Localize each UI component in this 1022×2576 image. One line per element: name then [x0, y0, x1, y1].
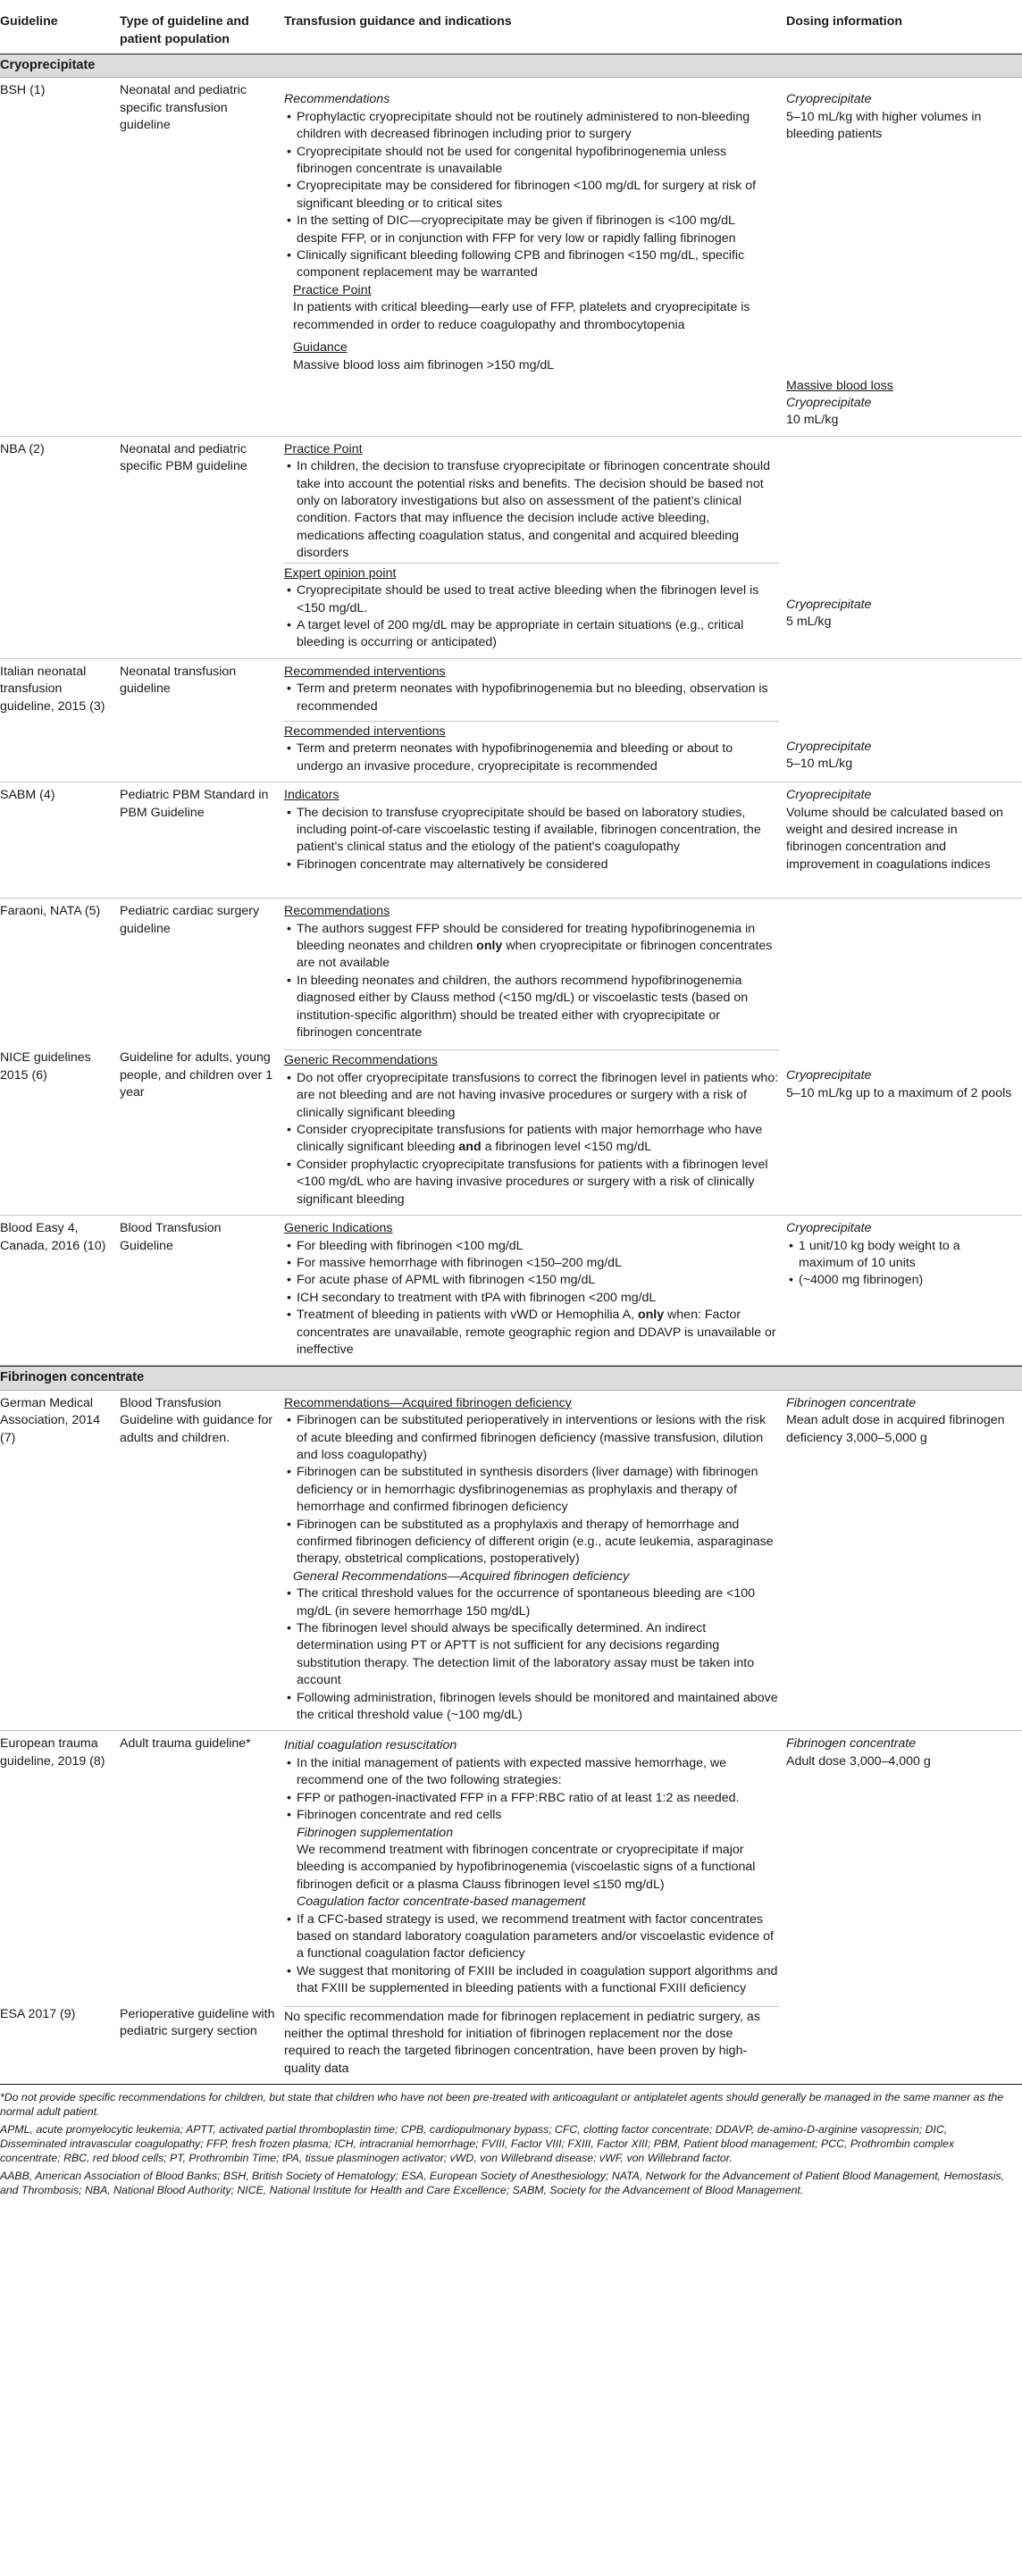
list-item: • Fibrinogen concentrate and red cells — [297, 1807, 779, 1824]
guidance-cell: No specific recommendation made for fibrinogen replacement in pediatric surgery, as neither the optimal threshold for initiation of fibrinogen replacement nor the dose required to reach the targeted fibrinogen concentration, have been proven by high-quality data — [284, 2006, 779, 2078]
guideline-type: Pediatric cardiac surgery guideline — [120, 904, 260, 936]
list-item: • If a CFC-based strategy is used, we recommend treatment with factor concentrates based on standard laboratory coagulation parameters and/or viscoelastic evidence of a functional coagulation factor deficiency — [297, 1911, 779, 1963]
list-item: • 1 unit/10 kg body weight to a maximum of 10 units — [799, 1238, 1015, 1273]
dose-subtitle: Cryoprecipitate — [786, 396, 872, 411]
dose-value: 5–10 mL/kg with higher volumes in bleeding patients — [786, 109, 982, 142]
dosing-cell — [786, 787, 1015, 891]
table-row-european — [0, 1731, 1022, 2003]
guideline-type: Neonatal transfusion guideline — [120, 664, 237, 697]
guideline-type: Adult trauma guideline* — [120, 1736, 251, 1752]
guideline-name: European trauma guideline, 2019 (8) — [0, 1736, 105, 1769]
guideline-name: BSH (1) — [0, 83, 46, 98]
list-item: • The critical threshold values for the occurrence of spontaneous bleeding are <100 mg/dL (in severe hemorrhage 150 mg/dL) — [297, 1585, 779, 1620]
dose-title: Cryoprecipitate — [786, 1068, 872, 1083]
list-item: • A target level of 200 mg/dL may be appropriate in certain situations (e.g., critical bleeding is occurring or anticipated) — [297, 617, 779, 652]
guideline-type: Neonatal and pediatric specific PBM guideline — [120, 441, 247, 474]
list-item: • Do not offer cryoprecipitate transfusions to correct the fibrinogen level in patients who: are not bleeding and are not having invasive procedures or surgery with a risk of clinically significant bleeding — [297, 1070, 779, 1122]
guidance-cell — [284, 1395, 779, 1725]
list-item: • In the setting of DIC—cryoprecipitate may be given if fibrinogen is <100 mg/dL despite FFP, or in conjunction with FFP for very low or rapidly falling fibrinogen — [297, 213, 779, 247]
list-item: • In children, the decision to transfuse cryoprecipitate or fibrinogen concentrate should take into account the potential risks and benefits. The decision should be based not only on laboratory investigations but also on assessment of the patient's clinical condition. Factors that may influence the decision include active bleeding, medications affecting coagulation status, and congenital and acquired bleeding disorders — [297, 458, 779, 562]
list-item: • In bleeding neonates and children, the authors recommend hypofibrinogenemia diagnosed either by Clauss method (<150 mg/dL) or viscoelastic tests (based on institution-specific algorithm) should be treated either with cryoprecipitate or fibrinogen concentrate — [297, 973, 779, 1042]
section-cryoprecipitate: Cryoprecipitate — [0, 54, 1022, 78]
guideline-type: Perioperative guideline with pediatric surgery section — [120, 2006, 275, 2038]
list-item: • In the initial management of patients with expected massive hemorrhage, we recommend one of the two following strategies: — [297, 1755, 779, 1790]
guideline-name: Italian neonatal transfusion guideline, 2015 (3) — [0, 664, 105, 714]
guidance-cell — [284, 1050, 779, 1209]
list-item: • Term and preterm neonates with hypofibrinogenemia but no bleeding, observation is recommended — [297, 681, 779, 715]
guideline-name: NICE guidelines 2015 (6) — [0, 1050, 91, 1083]
dosing-cell — [786, 1395, 1015, 1725]
dosing-cell — [786, 1050, 1015, 1209]
col-header-type: Type of guideline and patient population — [120, 14, 249, 46]
dosing-cell — [786, 441, 1015, 652]
list-item: • ICH secondary to treatment with tPA with fibrinogen <200 mg/dL — [297, 1290, 779, 1307]
dose-title: Cryoprecipitate — [786, 739, 872, 754]
subheading: Recommended interventions — [284, 721, 779, 740]
table-footnotes — [0, 2085, 1022, 2197]
footnote: *Do not provide specific recommendations for children, but state that children who have not been pre-treated with anticoagulant or antiplatelet agents should generally be managed in the same manner as the normal adult patient. — [0, 2091, 1004, 2119]
dose-value: 5–10 mL/kg — [786, 757, 853, 772]
dose-value: Mean adult dose in acquired fibrinogen deficiency 3,000–5,000 g — [786, 1413, 1005, 1445]
subheading: Fibrinogen supplementation — [297, 1825, 454, 1840]
list-item — [297, 921, 779, 973]
paragraph: In patients with critical bleeding—early use of FFP, platelets and cryoprecipitate is recommended in order to reduce coagulopathy and thrombocytopenia — [293, 300, 750, 332]
guidance-cell — [284, 1220, 779, 1359]
list-item: • We suggest that monitoring of FXIII be included in coagulation support algorithms and that FXIII be supplemented in bleeding patients with a functional FXIII deficiency — [297, 1963, 779, 1998]
section-fibrinogen-concentrate: Fibrinogen concentrate — [0, 1366, 1022, 1390]
guideline-name: German Medical Association, 2014 (7) — [0, 1395, 100, 1445]
subheading: Practice Point — [293, 282, 372, 297]
table-row-nba — [0, 437, 1022, 659]
list-item: • Fibrinogen concentrate may alternatively be considered — [297, 857, 779, 874]
paragraph: We recommend treatment with fibrinogen concentrate or cryoprecipitate if major bleeding is accompanied by hypofibrinogenemia (viscoelastic signs of a functional fibrinogen deficit or a plasma Clauss fibrinogen level ≤150 mg/dL) — [297, 1842, 756, 1892]
guideline-type: Pediatric PBM Standard in PBM Guideline — [120, 788, 269, 820]
subheading: Guidance — [293, 340, 348, 355]
dose-value: Volume should be calculated based on weight and desired increase in fibrinogen concentration and improvement in coagulations indices — [786, 805, 1003, 872]
guidance-cell — [284, 1735, 779, 1997]
guidance-cell — [284, 903, 779, 1041]
list-item: • Cryoprecipitate may be considered for fibrinogen <100 mg/dL for surgery at risk of significant bleeding or to critical sites — [297, 178, 779, 213]
dosing-cell — [786, 2006, 1015, 2078]
guidance-cell — [284, 664, 779, 775]
list-item: • Cryoprecipitate should not be used for congenital hypofibrinogenemia unless fibrinogen concentrate is unavailable — [297, 144, 779, 179]
list-item: • The fibrinogen level should always be specifically determined. An indirect determination using PT or APTT is not sufficient for any decisions regarding substitution therapy. The detection limit of the laboratory assay must be taken into account — [297, 1620, 779, 1690]
list-item: • For massive hemorrhage with fibrinogen <150–200 mg/dL — [297, 1255, 779, 1272]
subheading: Recommendations—Acquired fibrinogen deficiency — [284, 1395, 572, 1410]
guideline-type: Guideline for adults, young people, and children over 1 year — [120, 1050, 273, 1100]
dosing-cell — [786, 664, 1015, 775]
dose-title: Massive blood loss — [786, 378, 893, 393]
list-item: • Cryoprecipitate should be used to treat active bleeding when the fibrinogen level is <150 mg/dL. — [297, 582, 779, 617]
table-row-blood-easy — [0, 1216, 1022, 1366]
list-item — [297, 1122, 779, 1157]
list-item: • (~4000 mg fibrinogen) — [799, 1272, 1015, 1289]
list-item: • Fibrinogen can be substituted as a prophylaxis and therapy of hemorrhage and confirmed fibrinogen deficiency of different origin (e.g., acute leukemia, asparaginase therapy, obstetrical complications, postoperatively) — [297, 1517, 779, 1568]
subheading: Expert opinion point — [284, 563, 779, 582]
table-row-sabm — [0, 782, 1022, 899]
subheading: General Recommendations—Acquired fibrinogen deficiency — [293, 1568, 630, 1584]
dosing-cell — [786, 903, 1015, 1041]
dosing-cell — [786, 82, 1015, 429]
footnote: AABB, American Association of Blood Banks; BSH, British Society of Hematology; ESA, European Society of Anesthesiology; NATA, Network for the Advancement of Patient Blood Management, Hemostasis, and Thrombosis; NBA, National Blood Authority; NICE, National Institute for Health and Care Excellence; SABM, Society for the Advancement of Blood Management. — [0, 2169, 1005, 2196]
dose-title: Fibrinogen concentrate — [786, 1395, 917, 1410]
dosing-cell — [786, 1220, 1015, 1359]
guideline-name: Faraoni, NATA (5) — [0, 904, 101, 919]
dose-title: Cryoprecipitate — [786, 597, 872, 612]
text-span: Treatment of bleeding in patients with vWD or Hemophilia A, — [297, 1308, 638, 1323]
table-row-esa — [0, 2004, 1022, 2086]
dose-value: 5 mL/kg — [786, 615, 832, 630]
subheading: Recommendations — [284, 904, 390, 919]
subheading: Practice Point — [284, 441, 363, 456]
text-span: a fibrinogen level <150 mg/dL — [481, 1140, 652, 1155]
dose-title: Cryoprecipitate — [786, 92, 872, 107]
table-header — [0, 9, 1022, 54]
subheading: Initial coagulation resuscitation — [284, 1738, 457, 1753]
guidance-cell — [284, 82, 779, 429]
list-item: • FFP or pathogen-inactivated FFP in a FFP:RBC ratio of at least 1:2 as needed. — [297, 1790, 779, 1807]
dose-value: Adult dose 3,000–4,000 g — [786, 1753, 931, 1769]
emphasis: only — [637, 1308, 665, 1323]
dosing-cell — [786, 1735, 1015, 1997]
table-row-italian — [0, 659, 1022, 782]
list-item: • The decision to transfuse cryoprecipitate should be based on laboratory studies, including point-of-care viscoelastic testing if available, fibrinogen concentration, the patient's clinical status and the etiology of the patient's coagulopathy — [297, 805, 779, 857]
emphasis: only — [476, 939, 503, 953]
list-item: • Fibrinogen can be substituted in synthesis disorders (liver damage) with fibrinogen deficiency or in hemorrhagic dysfibrinogenemias as prophylaxis and therapy of hemorrhage and confirmed fibrinogen deficiency — [297, 1464, 779, 1516]
guideline-name: SABM (4) — [0, 788, 55, 803]
guideline-name: Blood Easy 4, Canada, 2016 (10) — [0, 1221, 106, 1253]
col-header-dosing: Dosing information — [786, 14, 903, 29]
subheading: Recommendations — [284, 92, 390, 107]
guideline-type: Neonatal and pediatric specific transfusion guideline — [120, 83, 247, 133]
list-item: • Fibrinogen can be substituted perioperatively in interventions or lesions with the risk of acute bleeding and confirmed fibrinogen deficiency (massive transfusion, dilution and loss coagulopathy) — [297, 1412, 779, 1464]
subheading: Generic Recommendations — [284, 1053, 438, 1068]
guidance-cell — [284, 787, 779, 891]
col-header-guideline: Guideline — [0, 14, 58, 29]
subheading: Recommended interventions — [284, 664, 446, 679]
dose-value: 5–10 mL/kg up to a maximum of 2 pools — [786, 1085, 1012, 1100]
list-item: • For bleeding with fibrinogen <100 mg/dL — [297, 1238, 779, 1255]
list-item: • Clinically significant bleeding following CPB and fibrinogen <150 mg/dL, specific component replacement may be warranted — [297, 247, 779, 282]
list-item: • Term and preterm neonates with hypofibrinogenemia and bleeding or about to undergo an invasive procedure, cryoprecipitate is recommended — [297, 740, 779, 775]
guideline-name: ESA 2017 (9) — [0, 2006, 76, 2021]
table-row-german — [0, 1391, 1022, 1732]
paragraph: Massive blood loss aim fibrinogen >150 mg/dL — [293, 357, 555, 372]
subheading: Coagulation factor concentrate-based management — [297, 1894, 586, 1910]
dose-value: 10 mL/kg — [786, 413, 839, 428]
table-row-bsh — [0, 78, 1022, 436]
list-item: • Prophylactic cryoprecipitate should not be routinely administered to non-bleeding children with decreased fibrinogen including prior to surgery — [297, 109, 779, 144]
dose-title: Cryoprecipitate — [786, 1221, 872, 1236]
dose-title: Fibrinogen concentrate — [786, 1736, 917, 1752]
guidance-cell — [284, 441, 779, 652]
guideline-type: Blood Transfusion Guideline with guidance for adults and children. — [120, 1395, 273, 1445]
table-row-nice — [0, 1048, 1022, 1216]
subheading: Indicators — [284, 788, 339, 803]
text-span: Consider cryoprecipitate transfusions for patients with major hemorrhage who have clinically significant bleeding — [297, 1123, 763, 1155]
emphasis: and — [458, 1140, 482, 1155]
text-span: The authors suggest FFP should be considered for treating hypofibrinogenemia in bleeding neonates and children — [297, 921, 756, 953]
list-item: • Consider prophylactic cryoprecipitate transfusions for patients with a fibrinogen level <100 mg/dL who are having invasive procedures or surgery with a risk of clinically significant bleeding — [297, 1157, 779, 1209]
guideline-name: NBA (2) — [0, 441, 45, 456]
text-span: when cryoprecipitate or fibrinogen concentrates are not available — [297, 939, 773, 971]
table-row-faraoni — [0, 899, 1022, 1048]
dose-title: Cryoprecipitate — [786, 788, 872, 803]
list-item: • For acute phase of APML with fibrinogen <150 mg/dL — [297, 1272, 779, 1289]
text-span: when: Factor concentrates are unavailable, remote geographic region and DDAVP is unavailable or ineffective — [297, 1308, 776, 1357]
footnote: APML, acute promyelocytic leukemia; APTT, activated partial thromboplastin time; CPB, cardiopulmonary bypass; CFC, clotting factor concentrate; DDAVP, de-amino-D-arginine vasopressin; DIC, Disseminated intravascular coagulopathy; FFP, fresh frozen plasma; ICH, intracranial hemorrhage; FVIII, Factor VIII; FXIII, Factor XIII; PBM, Patient blood management; PCC, Prothrombin complex concentrate; RBC, red blood cells; PT, Prothrombin Time; tPA, tissue plasminogen activator; vWD, von Willebrand disease; vWF, von Willebrand factor. — [0, 2122, 954, 2165]
list-item — [297, 1307, 779, 1359]
subheading: Generic Indications — [284, 1221, 393, 1236]
guideline-type: Blood Transfusion Guideline — [120, 1221, 222, 1253]
list-item: • Following administration, fibrinogen levels should be monitored and maintained above the critical threshold value (~100 mg/dL) — [297, 1690, 779, 1725]
col-header-guidance: Transfusion guidance and indications — [284, 14, 512, 29]
